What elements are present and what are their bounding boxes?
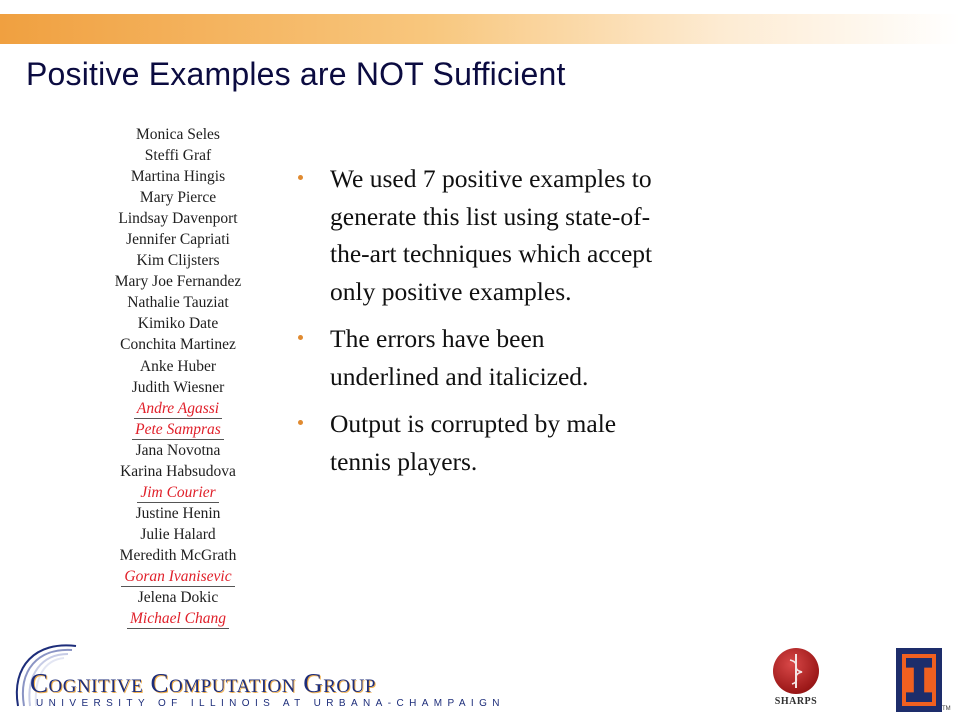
error-name-item: [90, 482, 266, 503]
bullet-item: [298, 320, 658, 395]
name-item: [90, 545, 266, 566]
bullet-text: We used 7 positive examples to generate this list using state-of-the-art techniques which accept only positive examples.: [330, 164, 653, 306]
name-text: Justine Henin: [135, 504, 221, 522]
name-item: [90, 292, 266, 313]
ccg-university-name: UNIVERSITY OF ILLINOIS AT URBANA-CHAMPAIGN: [36, 698, 505, 709]
name-item: [90, 166, 266, 187]
name-text: Julie Halard: [140, 525, 216, 543]
name-text: Goran Ivanisevic: [121, 568, 234, 587]
name-text: Michael Chang: [127, 610, 229, 629]
name-item: [90, 250, 266, 271]
name-text: Andre Agassi: [134, 400, 222, 419]
name-item: [90, 145, 266, 166]
bullet-item: [298, 160, 658, 310]
name-item: [90, 271, 266, 292]
name-item: [90, 229, 266, 250]
name-text: Monica Seles: [136, 126, 220, 143]
trademark-mark: TM: [942, 706, 951, 712]
tennis-player-list: [90, 124, 266, 629]
name-item: [90, 313, 266, 334]
title-accent-bar: [0, 14, 960, 44]
name-text: Martina Hingis: [130, 168, 226, 186]
bullet-dot-icon: [298, 335, 303, 340]
bullet-list: [298, 160, 658, 490]
name-text: Meredith McGrath: [119, 546, 237, 564]
name-text: Mary Joe Fernandez: [114, 273, 242, 291]
name-text: Mary Pierce: [139, 189, 217, 207]
bullet-text: Output is corrupted by male tennis players.: [330, 409, 617, 476]
name-text: Jennifer Capriati: [126, 231, 230, 249]
bullet-item: [298, 405, 658, 480]
name-text: Steffi Graf: [144, 147, 212, 165]
name-item: [90, 440, 266, 461]
error-name-item: [90, 398, 266, 419]
name-text: Jim Courier: [137, 484, 218, 503]
sharps-logo: [768, 648, 824, 718]
name-text: Kim Clijsters: [136, 252, 220, 270]
name-item: [90, 356, 266, 377]
name-text: Jelena Dokic: [137, 589, 219, 607]
name-item: [90, 524, 266, 545]
name-text: Karina Habsudova: [120, 462, 236, 480]
bullet-text: The errors have been underlined and italicized.: [330, 324, 589, 391]
name-item: [90, 377, 266, 398]
name-item: [90, 334, 266, 355]
error-name-item: [90, 566, 266, 587]
name-text: Judith Wiesner: [131, 378, 225, 396]
name-item: [90, 187, 266, 208]
name-text: Pete Sampras: [132, 421, 224, 440]
name-text: Anke Huber: [139, 357, 217, 375]
ccg-group-name: Cognitive Computation Group: [30, 668, 376, 698]
bullet-dot-icon: [298, 175, 303, 180]
name-text: Jana Novotna: [135, 441, 221, 459]
slide-title: Positive Examples are NOT Sufficient: [26, 56, 566, 92]
name-text: Nathalie Tauziat: [127, 294, 229, 312]
illinois-block-i-logo-icon: [896, 648, 942, 712]
name-text: Kimiko Date: [137, 315, 219, 333]
sharps-label: SHARPS: [774, 696, 818, 707]
caduceus-icon: [773, 648, 819, 694]
name-item: [90, 587, 266, 608]
name-text: Lindsay Davenport: [118, 210, 238, 228]
error-name-item: [90, 419, 266, 440]
name-item: [90, 461, 266, 482]
name-item: [90, 124, 266, 145]
name-item: [90, 503, 266, 524]
name-text: Conchita Martinez: [120, 336, 236, 354]
error-name-item: [90, 608, 266, 629]
name-item: [90, 208, 266, 229]
bullet-dot-icon: [298, 420, 303, 425]
